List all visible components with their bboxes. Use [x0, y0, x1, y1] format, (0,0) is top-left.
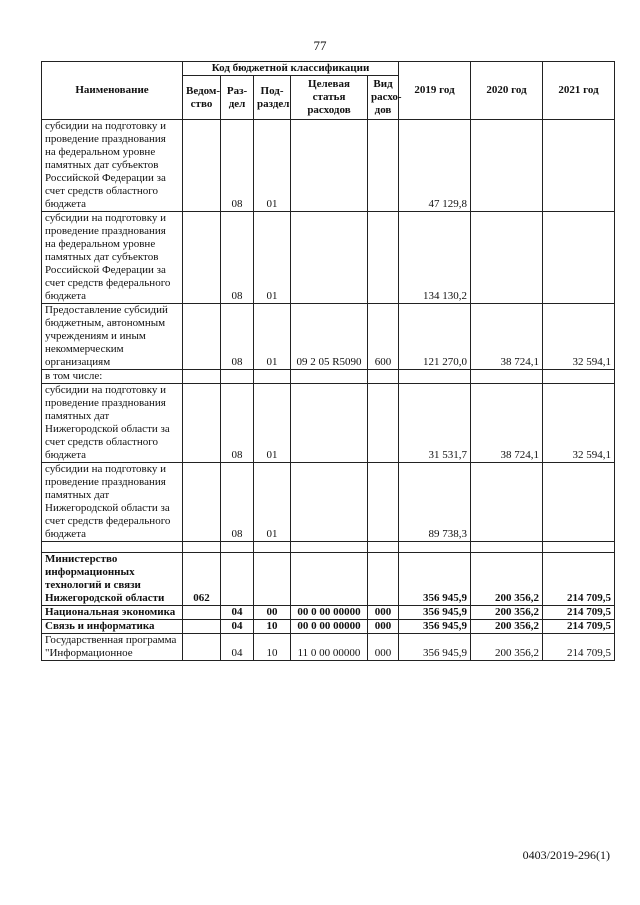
table-cell-name: Связь и информатика: [42, 620, 183, 634]
table-cell-razdel: 04: [221, 634, 254, 661]
table-row: [42, 634, 615, 661]
table-cell-y2020: [471, 370, 543, 384]
table-cell-y2020: 200 356,2: [471, 606, 543, 620]
table-cell-y2020: 200 356,2: [471, 620, 543, 634]
table-cell-razdel: 04: [221, 620, 254, 634]
table-cell-razdel: [221, 370, 254, 384]
table-cell: [221, 542, 254, 553]
header-2021: 2021 год: [543, 62, 615, 120]
table-cell: [471, 542, 543, 553]
header-2019: 2019 год: [399, 62, 471, 120]
table-cell-csr: [291, 120, 368, 212]
table-cell: [254, 542, 291, 553]
table-cell-ved: [183, 212, 221, 304]
table-cell-y2019: 356 945,9: [399, 553, 471, 606]
table-cell-vid: [368, 120, 399, 212]
table-cell-y2021: [543, 120, 615, 212]
table-cell-ved: [183, 606, 221, 620]
table-cell-name: субсидии на подготовку и проведение празднования на федеральном уровне памятных дат субъектов Российской Федерации за счет средств федерального бюджета: [42, 212, 183, 304]
table-row: [42, 370, 615, 384]
table-cell-y2020: [471, 120, 543, 212]
table-cell-csr: [291, 463, 368, 542]
table-cell-podrazdel: 01: [254, 463, 291, 542]
table-cell-y2020: 38 724,1: [471, 384, 543, 463]
table-cell-vid: [368, 212, 399, 304]
table-cell-razdel: 08: [221, 212, 254, 304]
table-cell-name: Предоставление субсидий бюджетным, автономным учреждениям и иным некоммерческим организациям: [42, 304, 183, 370]
header-vid: Вид расхо-дов: [368, 76, 399, 120]
table-cell-podrazdel: 01: [254, 304, 291, 370]
table-body: [42, 120, 615, 661]
header-razdel: Раз-дел: [221, 76, 254, 120]
table-cell-vid: [368, 370, 399, 384]
document-code: 0403/2019-296(1): [522, 848, 610, 862]
table-cell-y2019: [399, 370, 471, 384]
page-number: 77: [313, 38, 327, 53]
table-cell-y2020: 200 356,2: [471, 553, 543, 606]
table-cell-y2021: [543, 212, 615, 304]
table-cell-vid: 000: [368, 606, 399, 620]
table-cell-y2019: 356 945,9: [399, 620, 471, 634]
table-cell-podrazdel: 01: [254, 120, 291, 212]
table-cell-razdel: 08: [221, 384, 254, 463]
table-row: [42, 542, 615, 553]
table-cell-ved: [183, 463, 221, 542]
table-cell-podrazdel: 10: [254, 620, 291, 634]
table-cell-csr: 00 0 00 00000: [291, 620, 368, 634]
table-cell-csr: [291, 370, 368, 384]
table-cell-name: субсидии на подготовку и проведение празднования памятных дат Нижегородской области за счет средств федерального бюджета: [42, 463, 183, 542]
table-cell-y2021: [543, 463, 615, 542]
table-cell-y2019: 47 129,8: [399, 120, 471, 212]
table-cell: [42, 542, 183, 553]
table-cell-razdel: 04: [221, 606, 254, 620]
table-cell-name: Национальная экономика: [42, 606, 183, 620]
table-cell-vid: [368, 553, 399, 606]
table-cell-vid: 000: [368, 620, 399, 634]
table-cell-ved: 062: [183, 553, 221, 606]
table-cell-y2019: 121 270,0: [399, 304, 471, 370]
table-cell-y2019: 89 738,3: [399, 463, 471, 542]
table-cell-name: Государственная программа "Информационное: [42, 634, 183, 661]
table-row: [42, 120, 615, 212]
table-cell: [399, 542, 471, 553]
table-cell-vid: [368, 384, 399, 463]
table-cell-y2021: 32 594,1: [543, 304, 615, 370]
table-cell-y2021: 214 709,5: [543, 634, 615, 661]
table-cell-y2020: 38 724,1: [471, 304, 543, 370]
table-cell-y2019: 356 945,9: [399, 606, 471, 620]
header-podrazdel: Под-раздел: [254, 76, 291, 120]
header-name: Наименование: [42, 62, 183, 120]
table-cell-y2021: 214 709,5: [543, 606, 615, 620]
table-cell-razdel: 08: [221, 304, 254, 370]
table-cell-y2020: [471, 212, 543, 304]
table-cell-podrazdel: 01: [254, 384, 291, 463]
table-row: [42, 384, 615, 463]
table-cell-ved: [183, 370, 221, 384]
table-cell-name: субсидии на подготовку и проведение празднования памятных дат Нижегородской области за счет средств областного бюджета: [42, 384, 183, 463]
header-vedomstvo: Ведом-ство: [183, 76, 221, 120]
table-cell-podrazdel: [254, 370, 291, 384]
table-cell-podrazdel: [254, 553, 291, 606]
table-cell-y2021: 214 709,5: [543, 620, 615, 634]
table-cell-csr: [291, 553, 368, 606]
table-cell-csr: 11 0 00 00000: [291, 634, 368, 661]
header-code-group: Код бюджетной классификации: [183, 62, 399, 76]
table-row: [42, 463, 615, 542]
table-cell-y2020: [471, 463, 543, 542]
table-cell: [543, 542, 615, 553]
table-cell: [291, 542, 368, 553]
table-cell-y2021: 214 709,5: [543, 553, 615, 606]
table-cell-name: Министерство информационных технологий и связи Нижегородской области: [42, 553, 183, 606]
table-cell-y2020: 200 356,2: [471, 634, 543, 661]
table-cell-csr: [291, 384, 368, 463]
table-cell-ved: [183, 304, 221, 370]
table-cell-y2019: 31 531,7: [399, 384, 471, 463]
table-cell: [183, 542, 221, 553]
table-cell-vid: 600: [368, 304, 399, 370]
table-cell-razdel: [221, 553, 254, 606]
table-cell-y2021: 32 594,1: [543, 384, 615, 463]
table-cell-vid: [368, 463, 399, 542]
table-cell-y2021: [543, 370, 615, 384]
table-row: [42, 606, 615, 620]
header-2020: 2020 год: [471, 62, 543, 120]
table-cell-ved: [183, 384, 221, 463]
table-cell-podrazdel: 01: [254, 212, 291, 304]
table-cell-csr: 09 2 05 R5090: [291, 304, 368, 370]
table-row: [42, 304, 615, 370]
table-cell: [368, 542, 399, 553]
table-cell-csr: 00 0 00 00000: [291, 606, 368, 620]
table-cell-name: субсидии на подготовку и проведение празднования на федеральном уровне памятных дат субъектов Российской Федерации за счет средств областного бюджета: [42, 120, 183, 212]
table-cell-razdel: 08: [221, 120, 254, 212]
table-cell-name: в том числе:: [42, 370, 183, 384]
table-cell-csr: [291, 212, 368, 304]
budget-table: [41, 61, 615, 661]
table-row: [42, 212, 615, 304]
table-cell-podrazdel: 10: [254, 634, 291, 661]
table-cell-ved: [183, 634, 221, 661]
table-cell-y2019: 134 130,2: [399, 212, 471, 304]
table-cell-podrazdel: 00: [254, 606, 291, 620]
table-cell-ved: [183, 120, 221, 212]
table-cell-vid: 000: [368, 634, 399, 661]
table-cell-y2019: 356 945,9: [399, 634, 471, 661]
table-row: [42, 620, 615, 634]
header-csr: Целевая статья расходов: [291, 76, 368, 120]
table-row: [42, 553, 615, 606]
table-cell-ved: [183, 620, 221, 634]
table-cell-razdel: 08: [221, 463, 254, 542]
